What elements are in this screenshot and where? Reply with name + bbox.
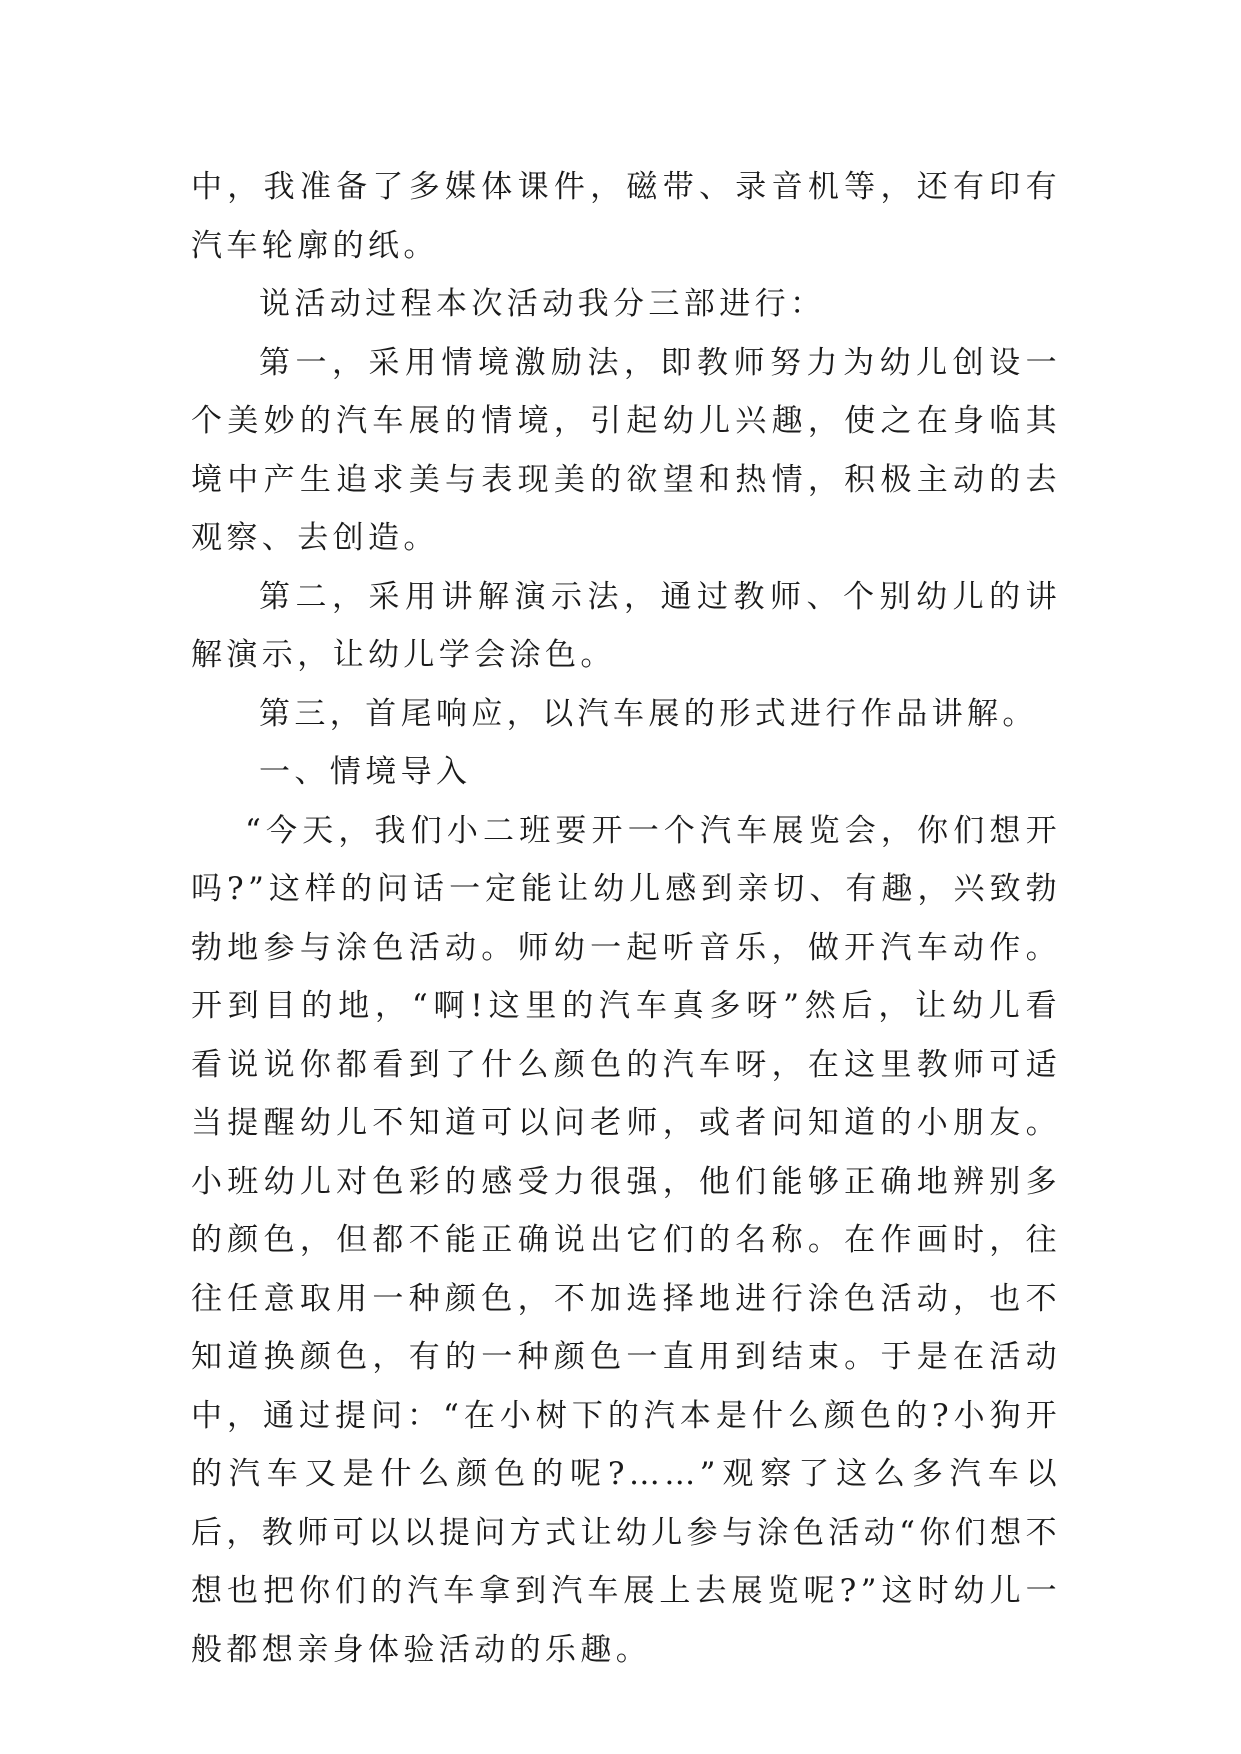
section-heading-scenario-intro: 一、情境导入 <box>259 754 472 790</box>
paragraph-step-three: 第三，首尾响应，以汽车展的形式进行作品讲解。 <box>259 695 1038 732</box>
paragraph-continuation: 中，我准备了多媒体课件，磁带、录音机等，还有印有汽车轮廓的纸。 <box>191 169 1061 264</box>
paragraph-scenario-description: “今天，我们小二班要开一个汽车展览会，你们想开吗?”这样的问话一定能让幼儿感到亲切、有趣，兴致勃勃地参与涂色活动。师幼一起听音乐，做开汽车动作。开到目的地，“啊!这里的汽车真多呀”然后，让幼儿看看说说你都看到了什么颜色的汽车呀，在这里教师可适当提醒幼儿不知道可以问老师，或者问知道的小朋友。小班幼儿对色彩的感受力很强，他们能够正确地辨别多的颜色，但都不能正确说出它们的名称。在作画时，往往任意取用一种颜色，不加选择地进行涂色活动，也不知道换颜色，有的一种颜色一直用到结束。于是在活动中，通过提问：“在小树下的汽本是什么颜色的?小狗开的汽车又是什么颜色的呢?……”观察了这么多汽车以后，教师可以以提问方式让幼儿参与涂色活动“你们想不想也把你们的汽车拿到汽车展上去展览呢?”这时幼儿一般都想亲身体验活动的乐趣。 <box>191 812 1061 1668</box>
document-body <box>191 158 1061 1679</box>
paragraph-activity-process: 说活动过程本次活动我分三部进行： <box>259 286 826 322</box>
paragraph-step-one: 第一，采用情境激励法，即教师努力为幼儿创设一个美妙的汽车展的情境，引起幼儿兴趣，使之在身临其境中产生追求美与表现美的欲望和热情，积极主动的去观察、去创造。 <box>191 344 1061 556</box>
paragraph-step-two: 第二，采用讲解演示法，通过教师、个别幼儿的讲解演示，让幼儿学会涂色。 <box>191 578 1061 673</box>
